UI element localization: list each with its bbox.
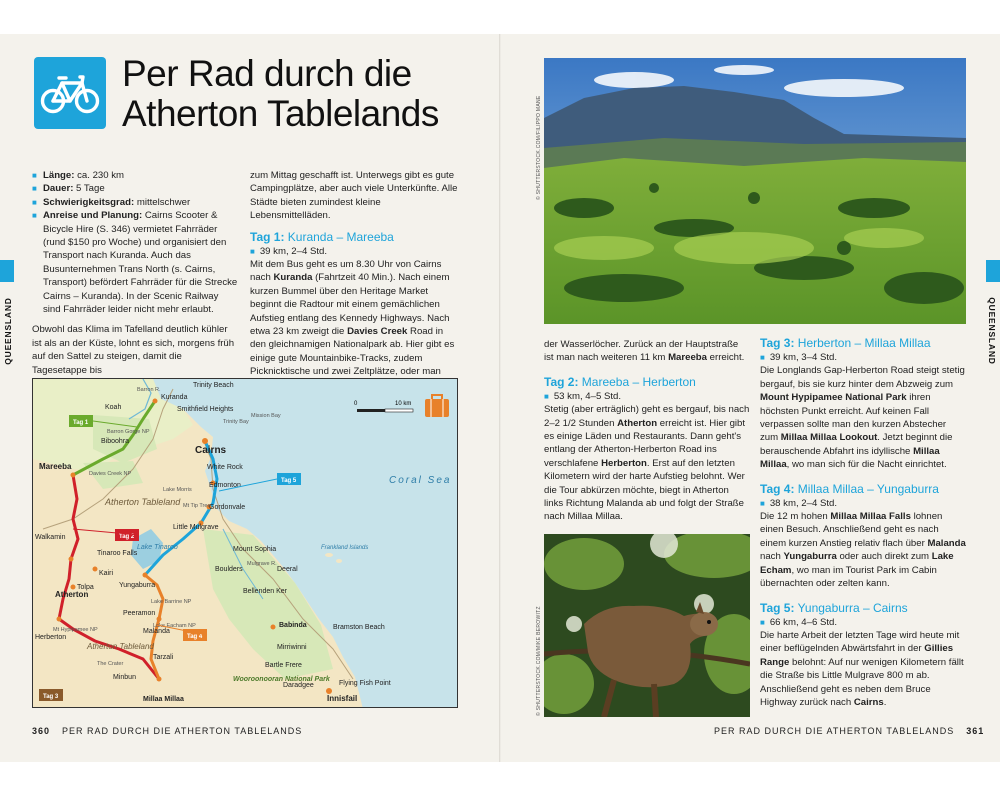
- side-label: QUEENSLAND: [987, 297, 997, 365]
- tag4-text: Die 12 m hohen Millaa Millaa Falls lohnen einen Besuch. Anschließend geht es nach einem kurzen Anstieg relativ flach über Malanda nach Yungaburra oder auch direkt zum Lake Echam, wo man im Tourist Park im Cabin übernachten oder zelten kann.: [760, 511, 966, 590]
- map-small-label: Mulgrave R.: [247, 561, 277, 567]
- map-small-label: Davies Creek NP: [89, 471, 132, 477]
- map-label: Mirriwinni: [277, 644, 307, 651]
- map-label: Minbun: [113, 674, 136, 681]
- bicycle-icon: [34, 57, 106, 129]
- tag1-heading: Tag 1: Kuranda – Mareeba: [250, 229, 394, 244]
- wallaby-photo: [544, 534, 750, 717]
- page-title: Per Rad durch die Atherton Tablelands: [122, 53, 439, 134]
- map-small-label: Mission Bay: [251, 413, 281, 419]
- map-region-label: Lake Tinaroo: [137, 544, 178, 551]
- right-footer: [714, 726, 984, 736]
- photo2-credit: © SHUTTERSTOCK.COM/MIKE BEROWITZ: [536, 606, 542, 716]
- tag5-marker-label: Tag 5: [281, 478, 297, 484]
- intro-paragraph: Obwohl das Klima im Tafelland deutlich kühler ist als an der Küste, lohnt es sich, morgens früh auf den Sattel zu steigen, damit die Tagesetappe bis: [32, 324, 235, 376]
- map-label: Deeral: [277, 566, 298, 573]
- side-label: QUEENSLAND: [3, 297, 13, 365]
- map-label: Bartle Frere: [265, 662, 302, 669]
- map-label: Malanda: [143, 628, 170, 635]
- map-label: Trinity Beach: [193, 382, 234, 389]
- map-scale: [354, 401, 413, 412]
- map-label: Kairi: [99, 570, 114, 577]
- left-page: [0, 34, 500, 762]
- map-label: Boulders: [215, 566, 243, 573]
- map-label: Little Mulgrave: [173, 524, 219, 531]
- left-column-2: [250, 169, 458, 392]
- map-small-label: Lake Morris: [163, 487, 192, 493]
- tag2-marker-label: Tag 2: [119, 534, 135, 540]
- landscape-photo: [544, 58, 966, 324]
- map-label: Bellenden Ker: [243, 588, 287, 595]
- map-label: Mount Sophia: [233, 546, 277, 553]
- chapter-tab: [986, 260, 1000, 282]
- fact-item: ■ Schwierigkeitsgrad: mittelschwer: [32, 196, 191, 208]
- running-title: PER RAD DURCH DIE ATHERTON TABLELANDS: [62, 726, 303, 736]
- suitcase-icon: [425, 395, 449, 417]
- map-label: Tolpa: [77, 584, 94, 591]
- map-label: Babinda: [279, 622, 307, 629]
- map-label: Edmonton: [209, 482, 241, 489]
- tag1-marker-label: Tag 1: [73, 420, 89, 426]
- tag3-meta: ■ 39 km, 3–4 Std.: [760, 352, 838, 363]
- map-label: Yungaburra: [119, 582, 156, 589]
- map-small-label: Mt Tip Tree: [183, 503, 211, 509]
- map-label: Peeramon: [123, 610, 156, 617]
- map-label: Smithfield Heights: [177, 406, 234, 413]
- map-label: Daradgee: [283, 682, 314, 689]
- map-small-label: Lake Barrine NP: [151, 599, 192, 605]
- map-label: Walkamin: [35, 534, 66, 541]
- tag2-meta: ■ 53 km, 4–5 Std.: [544, 390, 622, 402]
- map-label: Kuranda: [161, 394, 188, 401]
- gutter: [499, 34, 501, 762]
- map-region-label: Atherton Tableland: [87, 642, 154, 651]
- map-region-label: Frankland Islands: [321, 545, 369, 551]
- tag3-marker-label: Tag 3: [43, 694, 59, 700]
- fact-item: ■ Dauer: 5 Tage: [32, 183, 105, 195]
- tag4-heading: Tag 4: Millaa Millaa – Yungaburra: [760, 481, 939, 496]
- map-label: Millaa Millaa: [143, 696, 184, 703]
- map-label: Innisfail: [327, 694, 358, 703]
- tag5-heading: Tag 5: Yungaburra – Cairns: [760, 600, 908, 615]
- right-column-2: [760, 336, 966, 709]
- tag3-heading: Tag 3: Herberton – Millaa Millaa: [760, 336, 931, 350]
- map-region-label: Coral Sea: [389, 475, 452, 486]
- map-small-label: Trinity Bay: [223, 419, 249, 425]
- running-title: PER RAD DURCH DIE ATHERTON TABLELANDS: [714, 726, 955, 736]
- right-column-1: [544, 338, 750, 524]
- left-column-1: [32, 169, 238, 377]
- map-label: Herberton: [35, 634, 67, 641]
- tag2-text: Stetig (aber erträglich) geht es bergauf, bis nach 2–2 1/2 Stunden Atherton erreicht ist. Hier gibt es einige Läden und Restaurants. Dann geht's entlang der Atherton-Herberton Road ins verschlafene Herberton. Erst auf den letzten Kilometern wird der harte Aufstieg belohnt. Wer die Tour abkürzen möchte, biegt in Atherton links Richtung Malanda ab und folgt der Straße nach Millaa Millaa.: [544, 404, 750, 523]
- fact-item: ■ Länge: ca. 230 km: [32, 170, 125, 181]
- map-small-label: Barron R.: [137, 387, 161, 393]
- col1-continuation: der Wasserlöcher. Zurück an der Hauptstraße ist man nach weiteren 11 km Mareeba erreicht.: [544, 339, 745, 364]
- map-label: Cairns: [195, 445, 227, 456]
- chapter-tab: [0, 260, 14, 282]
- tag1-text: Mit dem Bus geht es um 8.30 Uhr von Cairns nach Kuranda (Fahrtzeit 40 Min.). Nach einem kurzen Bummel über den Heritage Market beginnt die Radtour mit einem gemächlichen Aufstieg entlang des Kennedy Highways. Nach etwa 23 km zweigt die Davies Creek Road in den gleichnamigen Nationalpark ab. Hier gibt es einige gute Mountainbike-Tracks, zudem Picknicktische und zwei Zeltplätze, oder man: [250, 259, 455, 378]
- col2-continuation: zum Mittag geschafft ist. Unterwegs gibt es gute Campingplätze, aber auch viele Unterkünfte. Alle Städte bieten zumindest kleine Lebensmittelläden.: [250, 170, 458, 222]
- fact-item: ■ Anreise und Planung: Cairns Scooter & Bicycle Hire (S. 346) vermietet Fahrräder (rund $150 pro Woche) und organisiert den Transport nach Kuranda. Auch das Busunternehmen Trans North (s. Cairns, Transport) befördert Fahrräder für die Strecke Cairns – Kuranda). In der Scenic Railway sind Fahrräder leider nicht mehr erlaubt.: [32, 210, 238, 316]
- svg-text:0: 0: [354, 401, 358, 407]
- svg-text:10 km: 10 km: [395, 401, 412, 407]
- map-label: Atherton: [55, 590, 89, 599]
- map-label: White Rock: [207, 464, 243, 471]
- map-label: Tinaroo Falls: [97, 550, 138, 557]
- tag4-marker-label: Tag 4: [187, 634, 203, 640]
- route-map: [32, 378, 458, 708]
- tag5-meta: ■ 66 km, 4–6 Std.: [760, 616, 838, 628]
- tag5-text: Die harte Arbeit der letzten Tage wird heute mit einer beflügelnden Abwärtsfahrt in der Gillies Range belohnt: Auf nur wenigen Kilometern fällt die Straße bis Little Mulgrave 800 m ab. Anschließend geht es neben dem Bruce Highway zurück nach Cairns.: [760, 629, 964, 708]
- map-label: Gordonvale: [209, 504, 246, 511]
- left-footer: [32, 726, 302, 736]
- map-region-label: Atherton Tableland: [105, 497, 181, 507]
- map-small-label: Barron Gorge NP: [107, 429, 150, 435]
- photo1-credit: © SHUTTERSTOCK.COM/FILIPPO MANE: [536, 95, 542, 200]
- map-region-label: Wooroonooran National Park: [233, 676, 330, 683]
- tag1-meta: ■ 39 km, 2–4 Std.: [250, 245, 328, 257]
- map-label: Biboohra: [101, 438, 130, 445]
- map-label: Koah: [105, 404, 122, 411]
- tag3-text: Die Longlands Gap-Herberton Road steigt stetig bergauf, bis sie kurz hinter dem Abzweig zum Mount Hypipamee National Park ihren höchsten Punkt erreicht. Auf keinen Fall verpassen sollte man den kurzen Abstecher zum Millaa Millaa Lookout. Jetzt beginnt die berauschende Abfahrt ins idyllische Millaa Millaa, wo man sich für die Nacht einrichtet.: [760, 365, 965, 471]
- tag2-heading: Tag 2: Mareeba – Herberton: [544, 374, 696, 389]
- map-label: Tarzali: [153, 654, 174, 661]
- map-small-label: Mt Hypipamee NP: [53, 627, 98, 633]
- frankland-islands: [325, 553, 333, 557]
- page-number: 361: [966, 726, 985, 736]
- map-small-label: Lake Eacham NP: [153, 623, 196, 629]
- map-small-label: The Crater: [97, 661, 124, 667]
- page-number: 360: [32, 726, 51, 736]
- tag4-meta: ■ 38 km, 2–4 Std.: [760, 497, 838, 509]
- map-label: Mareeba: [39, 462, 72, 471]
- right-page: [500, 34, 1000, 762]
- map-label: Bramston Beach: [333, 624, 385, 631]
- map-label: Flying Fish Point: [339, 680, 391, 687]
